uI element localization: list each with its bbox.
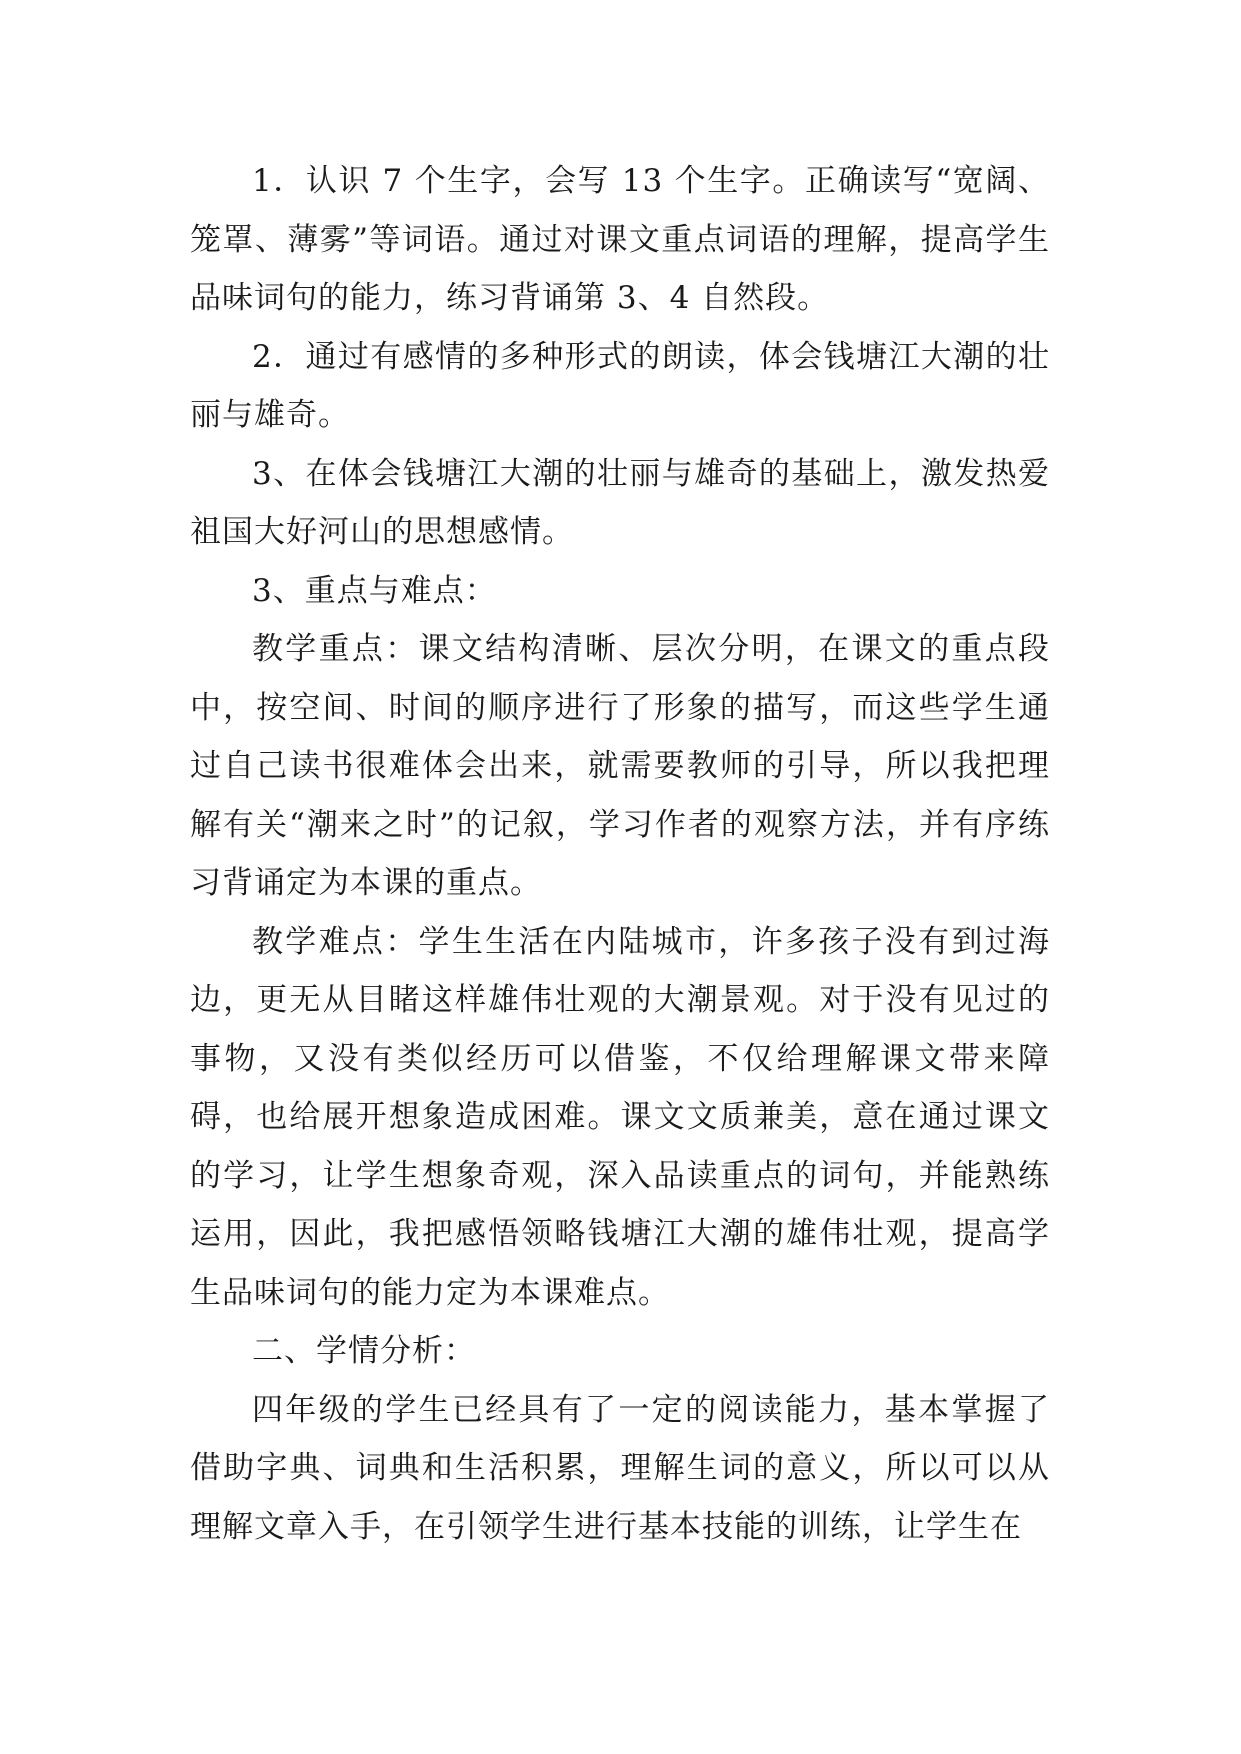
paragraph-objective-3: 3、在体会钱塘江大潮的壮丽与雄奇的基础上，激发热爱祖国大好河山的思想感情。	[190, 455, 1050, 550]
paragraph-teaching-difficulty: 教学难点：学生生活在内陆城市，许多孩子没有到过海边，更无从目睹这样雄伟壮观的大潮景观。对于没有见过的事物，又没有类似经历可以借鉴，不仅给理解课文带来障碍，也给展开想象造成困难。课文文质兼美，意在通过课文的学习，让学生想象奇观，深入品读重点的词句，并能熟练运用，因此，我把感悟领略钱塘江大潮的雄伟壮观，提高学生品味词句的能力定为本课难点。	[190, 923, 1050, 1311]
paragraph-objective-2: 2．通过有感情的多种形式的朗读，体会钱塘江大潮的壮丽与雄奇。	[190, 338, 1050, 433]
heading-learner-analysis: 二、学情分析：	[252, 1333, 476, 1369]
paragraph-objective-1: 1．认识 7 个生字，会写 13 个生字。正确读写“宽阔、笼罩、薄雾”等词语。通过对课文重点词语的理解，提高学生品味词句的能力，练习背诵第 3、4 自然段。	[190, 163, 1050, 316]
document-body	[190, 152, 1050, 1556]
heading-key-points: 3、重点与难点：	[252, 572, 497, 609]
paragraph-learner-analysis: 四年级的学生已经具有了一定的阅读能力，基本掌握了借助字典、词典和生活积累，理解生词的意义，所以可以从理解文章入手，在引领学生进行基本技能的训练，让学生在	[190, 1391, 1050, 1545]
paragraph-teaching-focus: 教学重点：课文结构清晰、层次分明，在课文的重点段中，按空间、时间的顺序进行了形象的描写，而这些学生通过自己读书很难体会出来，就需要教师的引导，所以我把理解有关“潮来之时”的记叙，学习作者的观察方法，并有序练习背诵定为本课的重点。	[190, 631, 1050, 901]
